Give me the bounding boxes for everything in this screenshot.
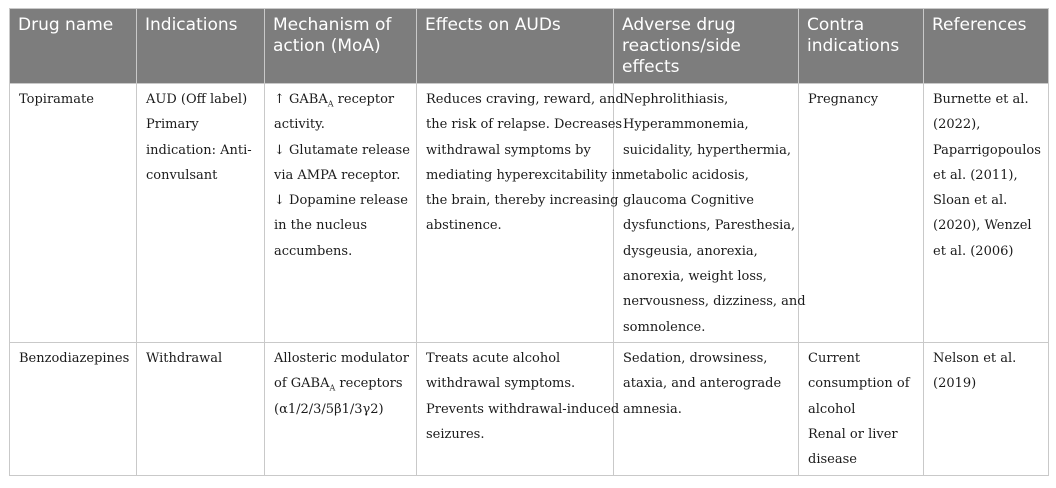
- table-row: [10, 343, 1049, 476]
- header-indications: Indications: [137, 9, 265, 84]
- cell-drug-name: Topiramate: [10, 84, 137, 343]
- cell-adverse: Sedation, drowsiness, ataxia, and anterograde amnesia.: [614, 343, 799, 476]
- moa-line: ↑ $GABA_A$ receptor: [274, 92, 395, 109]
- header-mechanism-of-action: Mechanism of action (MoA): [265, 9, 417, 84]
- cell-indications: Withdrawal: [137, 343, 265, 476]
- cell-contra: Current consumption of alcohol Renal or liver disease: [799, 343, 924, 476]
- cell-mechanism: ↑ $GABA_A$ receptor activity. ↓ Glutamate release via AMPA receptor. ↓ Dopamine release in the nucleus accumbens.: [265, 84, 417, 343]
- header-contra-indications: Contra indications: [799, 9, 924, 84]
- reference-links[interactable]: Nelson et al. (2019): [924, 343, 1049, 476]
- cell-indications: AUD (Off label) Primary indication: Anti- convulsant: [137, 84, 265, 343]
- header-row: [10, 9, 1049, 84]
- cell-mechanism: Allosteric modulator of $GABA_A$ receptors (α1/2/3/5β1/3γ2): [265, 343, 417, 476]
- moa-line: of $GABA_A$ receptors: [274, 376, 403, 393]
- cell-drug-name: Benzodiazepines: [10, 343, 137, 476]
- header-drug-name: Drug name: [10, 9, 137, 84]
- reference-links[interactable]: Burnette et al. (2022), Paparrigopoulos et al. (2011), Sloan et al. (2020), Wenzel et al. (2006): [924, 84, 1049, 343]
- cell-effects: Reduces craving, reward, and the risk of relapse. Decreases withdrawal symptoms by mediating hyperexcitability in the brain, thereby increasing abstinence.: [417, 84, 614, 343]
- header-adverse-reactions: Adverse drug reactions/side effects: [614, 9, 799, 84]
- cell-effects: Treats acute alcohol withdrawal symptoms. Prevents withdrawal-induced seizures.: [417, 343, 614, 476]
- cell-adverse: Nephrolithiasis, Hyperammonemia, suicidality, hyperthermia, metabolic acidosis, glaucoma Cognitive dysfunctions, Paresthesia, dysgeusia, anorexia, anorexia, weight loss, nervousness, dizziness, and somnolence.: [614, 84, 799, 343]
- drug-table: [9, 8, 1049, 476]
- table-row: [10, 84, 1049, 343]
- header-effects-on-auds: Effects on AUDs: [417, 9, 614, 84]
- header-references: References: [924, 9, 1049, 84]
- cell-contra: Pregnancy: [799, 84, 924, 343]
